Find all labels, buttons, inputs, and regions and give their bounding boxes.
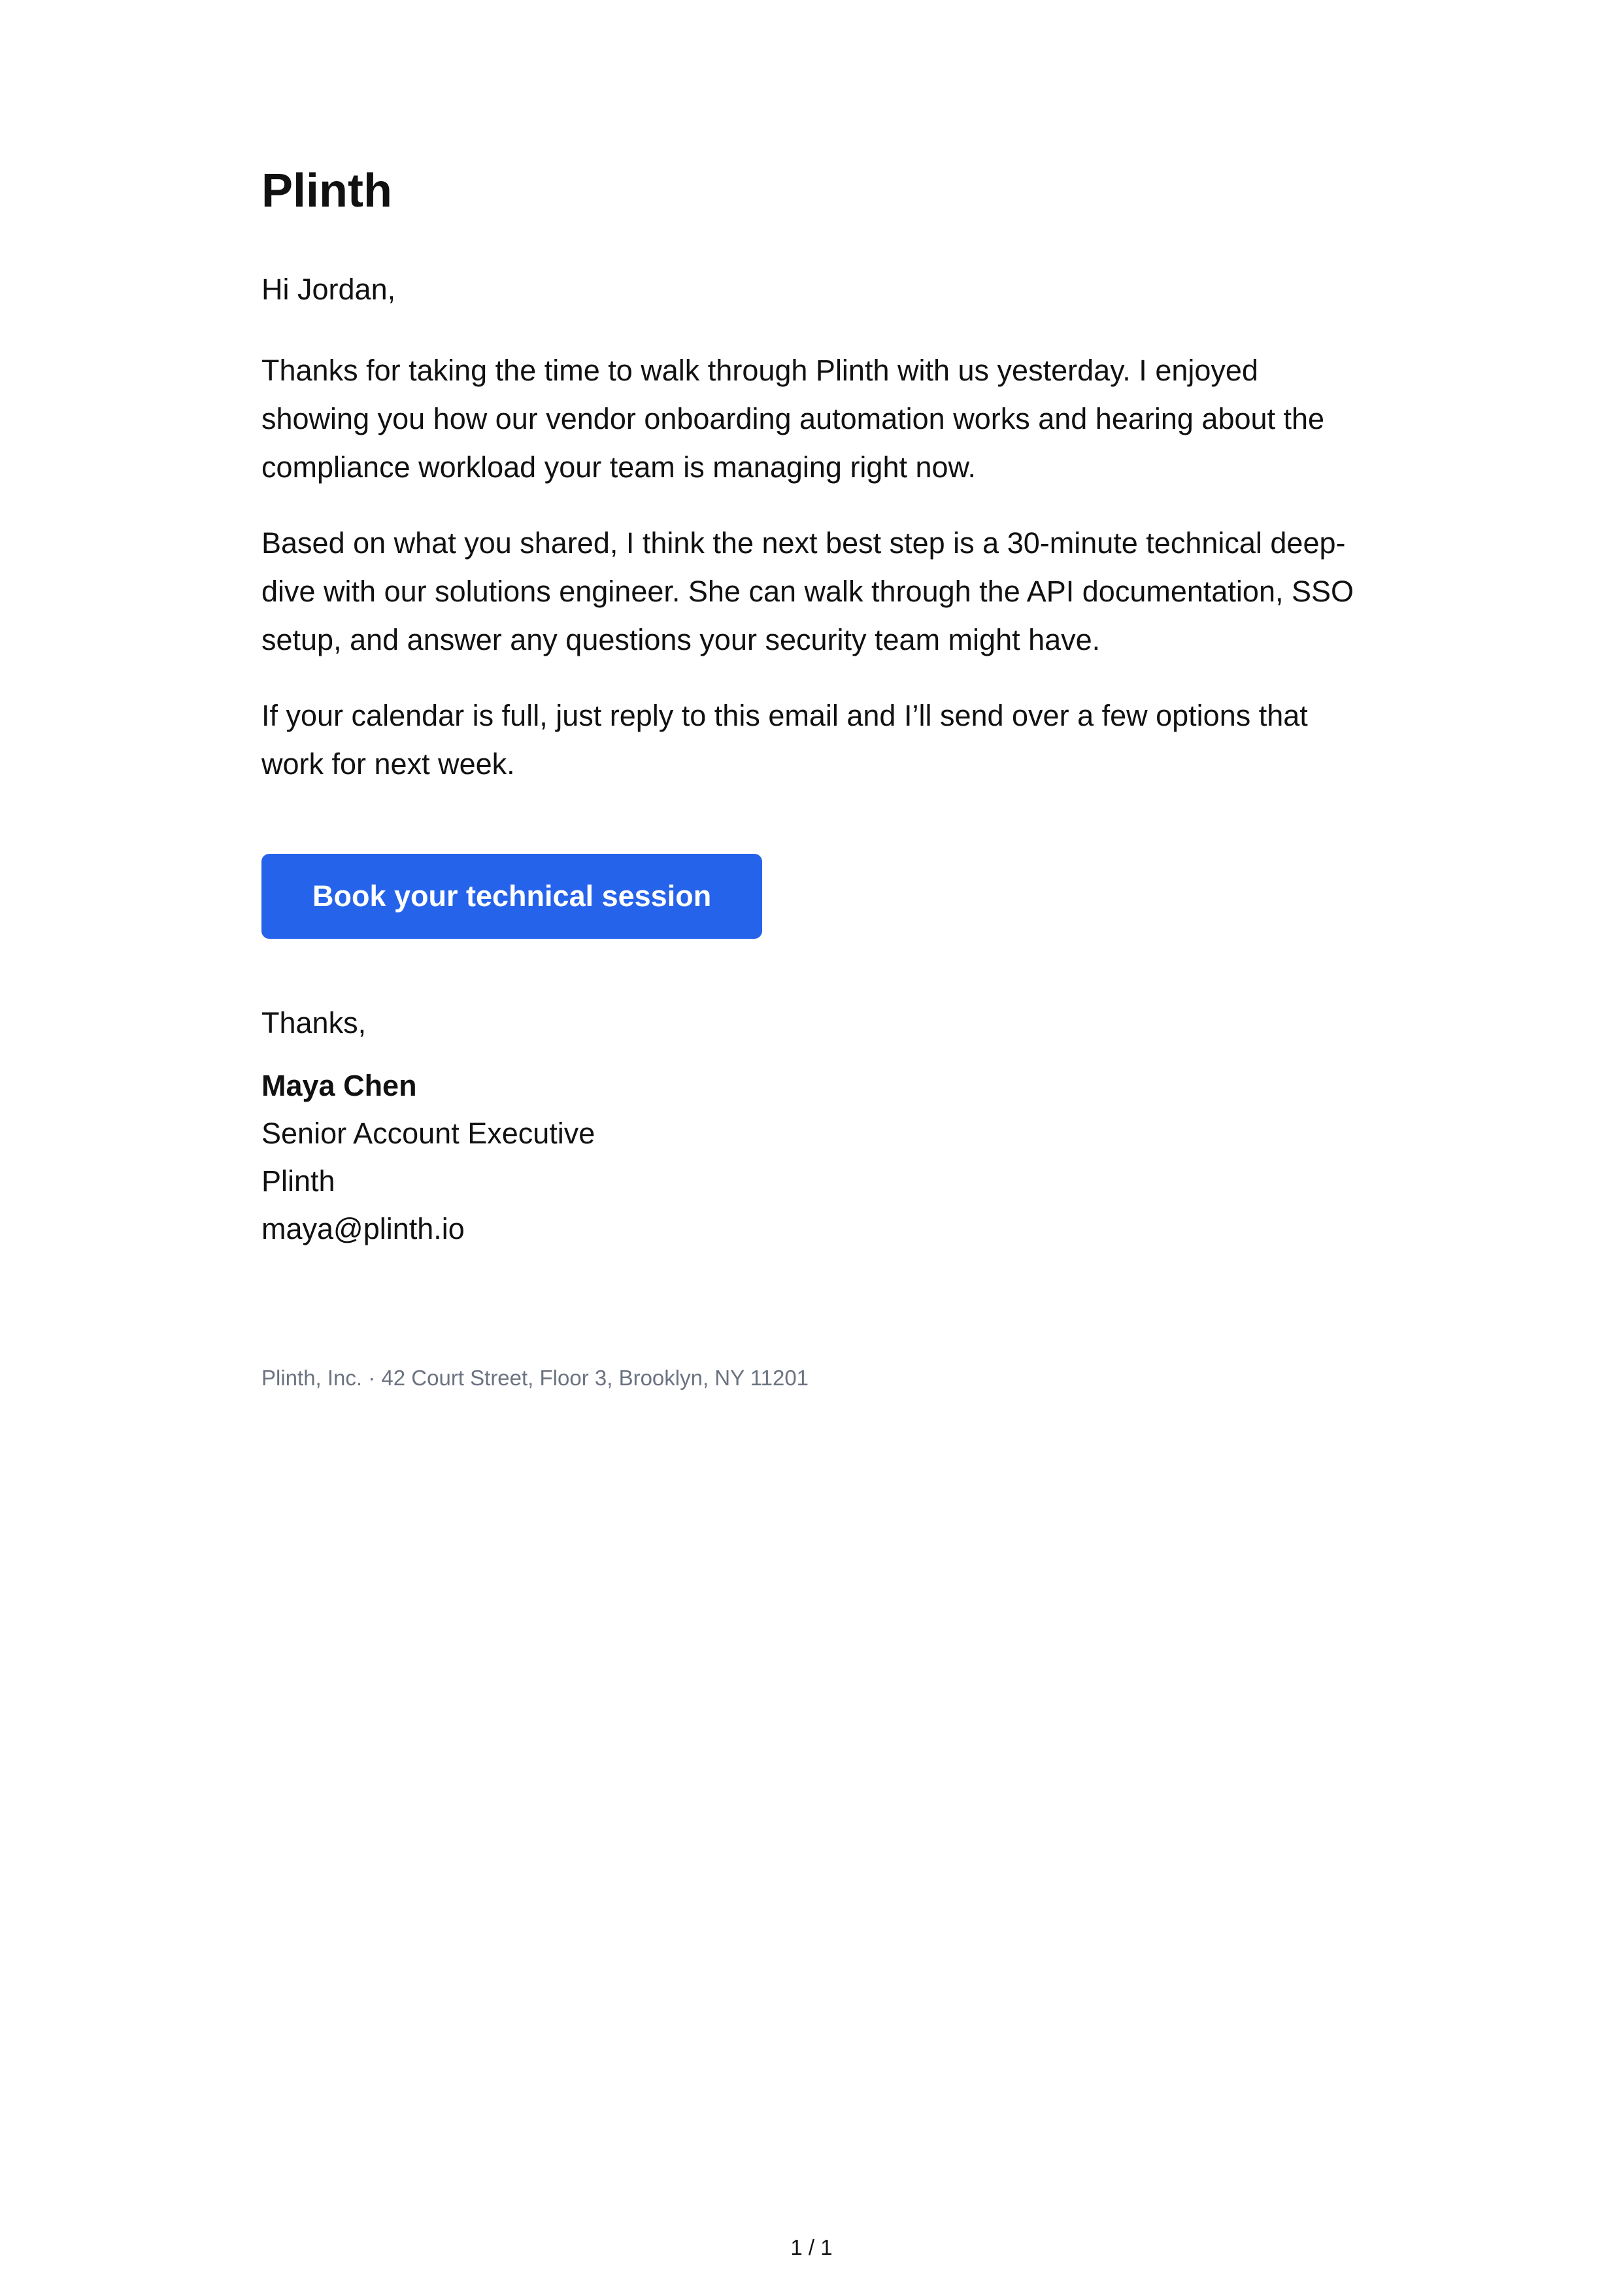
body-paragraph-3: If your calendar is full, just reply to this email and I’ll send over a few options that work for next week.: [261, 699, 1308, 781]
signature-email[interactable]: maya@plinth.io: [261, 1212, 465, 1245]
body-paragraph-2: Based on what you shared, I think the next best step is a 30-minute technical deep-dive with our solutions engineer. She can walk through the API documentation, SSO setup, and answer any questions your security team might have.: [261, 526, 1354, 656]
signoff: Thanks,: [261, 1006, 367, 1039]
cta-container: [261, 854, 1373, 939]
signature-name: Maya Chen: [261, 1069, 417, 1102]
footer-address: Plinth, Inc. · 42 Court Street, Floor 3, Brooklyn, NY 11201: [261, 1366, 809, 1390]
brand-title: Plinth: [261, 165, 392, 217]
signature-company: Plinth: [261, 1164, 335, 1198]
greeting: Hi Jordan,: [261, 273, 396, 306]
email-document: [261, 163, 1373, 1393]
body-paragraph-1: Thanks for taking the time to walk through Plinth with us yesterday. I enjoyed showing you how our vendor onboarding automation works and hearing about the compliance workload your team is managing right now.: [261, 354, 1325, 484]
signature-block: [261, 1062, 1373, 1253]
page-number: 1 / 1: [790, 2235, 833, 2259]
signature-title: Senior Account Executive: [261, 1117, 595, 1150]
book-technical-session-button[interactable]: Book your technical session: [261, 854, 762, 939]
